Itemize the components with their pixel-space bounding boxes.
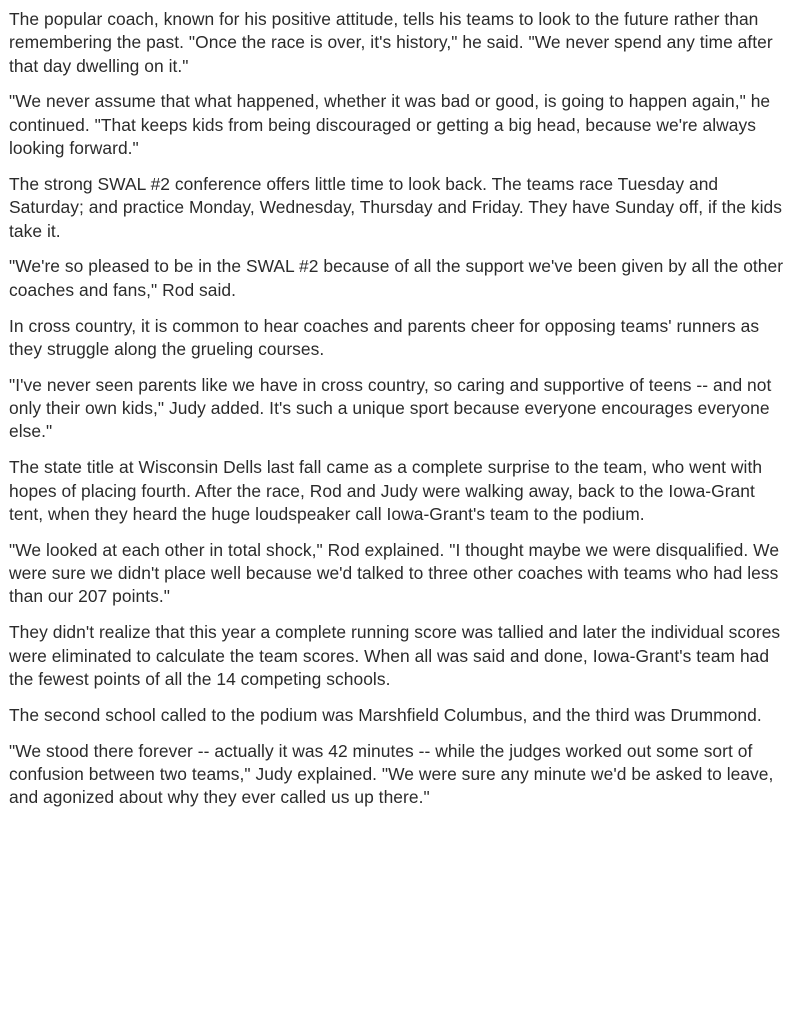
paragraph: In cross country, it is common to hear coaches and parents cheer for opposing teams' runners as they struggle along the grueling courses. [9,315,760,359]
paragraph: "We never assume that what happened, whether it was bad or good, is going to happen again," he continued. "That keeps kids from being discouraged or getting a big head, because we're always looking forward." [9,91,771,159]
paragraph: "We're so pleased to be in the SWAL #2 because of all the support we've been given by all the other coaches and fans," Rod said. [9,256,784,300]
article-body [9,8,784,822]
paragraph: "We stood there forever -- actually it was 42 minutes -- while the judges worked out some sort of confusion between two teams," Judy explained. "We were sure any minute we'd be asked to leave, and agonized about why they ever called us up there." [9,740,774,808]
paragraph: "I've never seen parents like we have in cross country, so caring and supportive of teens -- and not only their own kids," Judy added. It's such a unique sport because everyone encourages everyone else." [9,374,772,442]
paragraph: The strong SWAL #2 conference offers little time to look back. The teams race Tuesday and Saturday; and practice Monday, Wednesday, Thursday and Friday. They have Sunday off, if the kids take it. [9,173,782,241]
paragraph: "We looked at each other in total shock," Rod explained. "I thought maybe we were disqualified. We were sure we didn't place well because we'd talked to three other coaches with teams who had less than our 207 points." [9,539,780,607]
paragraph: The popular coach, known for his positive attitude, tells his teams to look to the future rather than remembering the past. "Once the race is over, it's history," he said. "We never spend any time after that day dwelling on it." [9,9,773,76]
paragraph: They didn't realize that this year a complete running score was tallied and later the individual scores were eliminated to calculate the team scores. When all was said and done, Iowa-Grant's team had the fewest points of all the 14 competing schools. [9,622,781,689]
paragraph: The second school called to the podium was Marshfield Columbus, and the third was Drummond. [9,704,762,725]
paragraph: The state title at Wisconsin Dells last fall came as a complete surprise to the team, who went with hopes of placing fourth. After the race, Rod and Judy were walking away, back to the Iowa-Grant tent, when they heard the huge loudspeaker call Iowa-Grant's team to the podium. [9,457,763,524]
